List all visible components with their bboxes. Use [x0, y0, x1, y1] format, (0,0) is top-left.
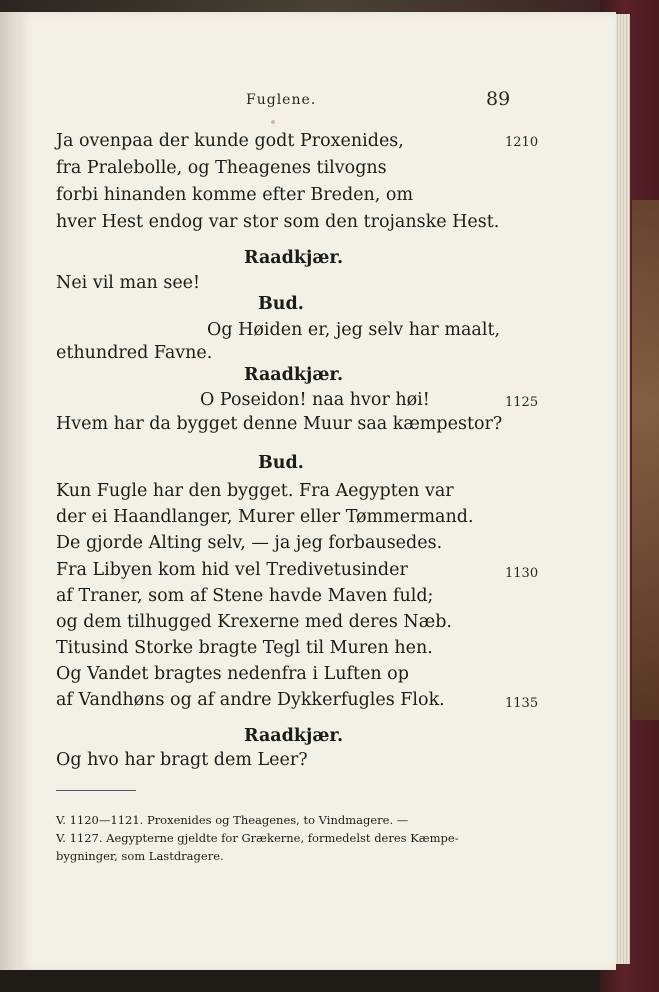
verse-line: fra Pralebolle, og Theagenes tilvogns [56, 158, 387, 178]
verse-line: ethundred Favne. [56, 343, 213, 363]
verse-line: af Traner, som af Stene havde Maven fuld; [56, 586, 434, 606]
verse-line: og dem tilhugged Krexerne med deres Næb. [56, 612, 452, 632]
verse-line: Kun Fugle har den bygget. Fra Aegypten var [56, 481, 454, 501]
verse-line: hver Hest endog var stor som den trojanske Hest. [56, 212, 500, 232]
footnote-separator [56, 790, 136, 791]
speaker-name: Raadkjær. [244, 365, 344, 385]
verse-line: Og hvo har bragt dem Leer? [56, 750, 308, 770]
verse-line: De gjorde Alting selv, — ja jeg forbausedes. [56, 533, 443, 553]
verse-line: Nei vil man see! [56, 273, 201, 293]
verse-line: der ei Haandlanger, Murer eller Tømmermand. [56, 507, 474, 527]
ink-dot [271, 120, 275, 124]
running-header: Fuglene. [246, 92, 317, 108]
line-number: 1210 [505, 135, 539, 150]
speaker-name: Raadkjær. [244, 248, 344, 268]
verse-line: Og Høiden er, jeg selv har maalt, [207, 320, 501, 340]
line-number: 1135 [505, 696, 539, 711]
verse-line: af Vandhøns og af andre Dykkerfugles Flok. [56, 690, 445, 710]
verse-line: Fra Libyen kom hid vel Tredivetusinder [56, 560, 408, 580]
verse-line: Hvem har da bygget denne Muur saa kæmpestor? [56, 414, 503, 434]
line-number: 1125 [505, 395, 539, 410]
binding-gutter [0, 12, 20, 970]
footnote-line: V. 1120—1121. Proxenides og Theagenes, to Vindmagere. — [56, 813, 409, 827]
page-number: 89 [486, 88, 511, 110]
verse-line: O Poseidon! naa hvor høi! [200, 390, 430, 410]
speaker-name: Bud. [258, 453, 304, 473]
verse-line: Og Vandet bragtes nedenfra i Luften op [56, 664, 409, 684]
verse-line: Ja ovenpaa der kunde godt Proxenides, [56, 131, 404, 151]
footnote-line: bygninger, som Lastdragere. [56, 849, 224, 863]
cover-marbling [632, 200, 659, 720]
verse-line: Titusind Storke bragte Tegl til Muren hen. [56, 638, 433, 658]
speaker-name: Raadkjær. [244, 726, 344, 746]
line-number: 1130 [505, 566, 539, 581]
verse-line: forbi hinanden komme efter Breden, om [56, 185, 414, 205]
speaker-name: Bud. [258, 294, 304, 314]
footnote-line: V. 1127. Aegypterne gjeldte for Grækerne, formedelst deres Kæmpe- [56, 831, 459, 845]
